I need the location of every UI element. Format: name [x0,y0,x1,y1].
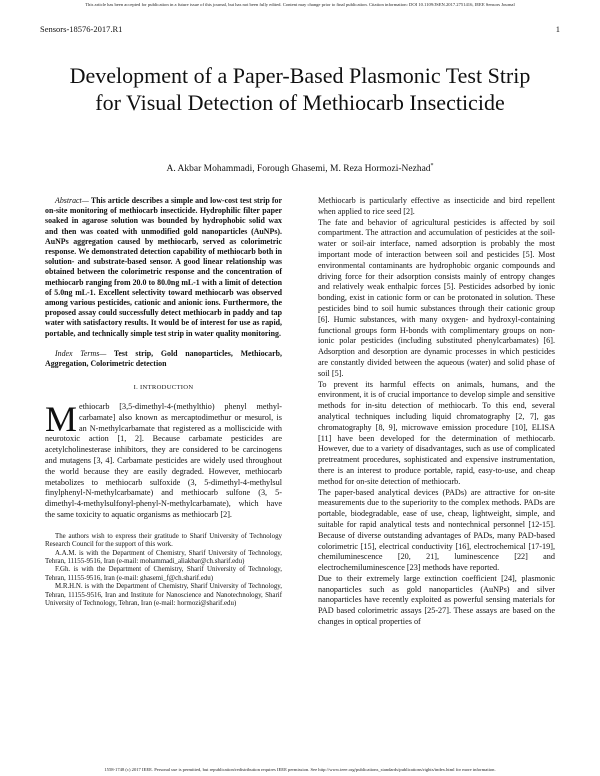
body-paragraph: The paper-based analytical devices (PADs) are attractive for on-site measurements due to the superiority to the complex methods. PADs are portable, biodegradable, ease of use, cheap, lightweight, simple, and suitable for rapid analytical tests and nontechnical personnel [12-15]. Because of diverse outstanding advantages of PADs, many PAD-based colorimetric [15], electrical conductivity [16], electrochemical [17-19], chemiluminescence [20, 21], luminescence [22] and electrochemiluminescence [23] methods have reported. [318,487,555,573]
publication-notice: This article has been accepted for publication in a future issue of this journal, but has not been fully edited. Content may change prior to final publication. Citation information: DOI 10.1109/JSEN.2017.2751416, IEEE Sensors Journal [85,2,515,7]
right-column [318,196,555,628]
drop-cap: M [45,399,78,440]
index-terms [45,349,282,369]
paper-title: Development of a Paper-Based Plasmonic Test Strip for Visual Detection of Methiocarb Insecticide [69,63,531,115]
abstract [45,196,282,339]
body-paragraph: Methiocarb is particularly effective as insecticide and bird repellent when applied to rice seed [2]. [318,196,555,216]
index-terms-label: Index Terms— [55,348,107,358]
footnote: The authors wish to express their gratitude to Sharif University of Technology Research Council for the support of this work. [45,532,282,549]
intro-paragraph [45,399,282,521]
authors-text: A. Akbar Mohammadi, Forough Ghasemi, M. Reza Hormozi-Nezhad [166,164,431,175]
body-paragraph: The fate and behavior of agricultural pesticides is affected by soil compartment. The attraction and accumulation of pesticides at the soil-water or soil-air interface, named adsorption is probably the most important mode of interaction between soil and pesticides [5]. Most environmental contaminants are hydrophobic organic compounds and driving force for their adsorption consists mainly of entropy changes and relatively weak enthalpic forces [5]. Pesticides adsorbed by ionic bonding, exist in cationic form or can be protonated in solution. These pesticides bind to soil humic substances through their cationic group [6]. Humic substances, with many oxygen- and hydroxyl-containing functional groups form H-bonds with complimentary groups on non-ionic polar pesticides (including substituted phenylcarbamates) [6]. Adsorption and desorption are dynamic processes in which pesticides are constantly divided between the aqueous (water) and solid phase of soil [5]. [318,217,555,378]
footnote: M.R.H.N. is with the Department of Chemistry, Sharif University of Technology, Tehran, 11155-9516, Iran and Institute for Nanoscience and Nanotechnology, Sharif University of Technology, Tehran, Iran (e-mail: hormozi@sharif.edu) [45,583,282,608]
intro-text: ethiocarb [3,5-dimethyl-4-(methylthio) phenyl methyl-carbamate] also known as mercaptodimethur or mesurol, is an N-methylcarbamate that registered as a molliscicide with neurotoxic action [1, 2]. Because carbamate pesticides are acetylcholinesterase inhibitors, they are considered to be carcinogens and mutagens [3, 4]. Carbamate pesticides are widely used throughout the world because they are easily degraded. However, methiocarb metabolizes to methiocarb sulfoxide (3, 5-dimethyl-4-methylsul finylphenyl-N-methylcarbamate) and methiocarb sulfone (3, 5-dimethyl-4-methylsulfonyl-phenyl-N-methylcarbamate), which have the same toxicity to aquatic organisms as methiocarb [2]. [45,402,282,520]
footnote: A.A.M. is with the Department of Chemistry, Sharif University of Technology, Tehran, 11155-9516, Iran (e-mail: mohammadi_aliakbar@ch.sharif.edu) [45,549,282,566]
body-paragraph: Due to their extremely large extinction coefficient [24], plasmonic nanoparticles such as gold nanoparticles (AuNPs) and silver nanoparticles have recently exploited as powerful sensing materials for PAD based colorimetric assays [25-27]. These assays are based on the changes in optical properties of [318,573,555,627]
author-list [60,163,540,174]
abstract-label: Abstract— [55,196,89,205]
left-column [45,196,282,608]
copyright-footer: 1558-1748 (c) 2017 IEEE. Personal use is permitted, but republication/redistribution requires IEEE permission. See http://www.ieee.org/publications_standards/publications/rights/index.html for more information. [104,767,496,772]
section-heading: I. INTRODUCTION [133,384,194,392]
paper-id: Sensors-18576-2017.R1 [40,24,123,34]
body-paragraph: To prevent its harmful effects on animals, humans, and the environment, it is of crucial importance to develop simple and sensitive methods for in-situ detection of methiocarb. To this end, several analytical techniques including liquid chromatography [2, 7], gas chromatography [8, 9], microwave emission procedure [10], ELISA [11] have been developed for the determination of methiocarb. However, due to a variety of disadvantages, such as use of complicated pretreatment procedures, sophisticated and expensive instrumentation, there is an interest to produce portable, rapid, easy-to-use, and cheap method for on-site detection of methiocarb. [318,379,555,486]
page-number: 1 [555,24,560,34]
abstract-text: This article describes a simple and low-cost test strip for on-site monitoring of methiocarb insecticide. Hydrophilic filter paper soaked in agarose solution was bounded by hydrophobic solid wax and then was coated with unmodified gold nanoparticles (AuNPs). AuNPs aggregation caused by methiocarb, served as colorimetric response. We demonstrated detection capability of methiocarb both in solution- and substrate-based sensor. A good linear relationship was obtained between the colorimetric response and the concentration of methiocarb ranging from 20.0 to 80.0ng mL-1 with a limit of detection of 5.0ng mL-1. Excellent selectivity toward methiocarb was observed among various pesticides, cationic and anionic ions. Furthermore, the proposed assay could successfully detect methiocarb in paddy and tap water with satisfactory results. It would be of interest for use as rapid, portable, and technically simple test strip in water quality monitoring. [45,196,282,338]
footnote: F.Gh. is with the Department of Chemistry, Sharif University of Technology, Tehran, 11155-9516, Iran (e-mail: ghasemi_f@ch.sharif.edu) [45,566,282,582]
footnotes [45,533,282,609]
index-terms-text: Test strip, Gold nanoparticles, Methiocarb, Aggregation, Colorimetric detection [45,348,282,369]
corresponding-author-mark: * [430,163,434,169]
